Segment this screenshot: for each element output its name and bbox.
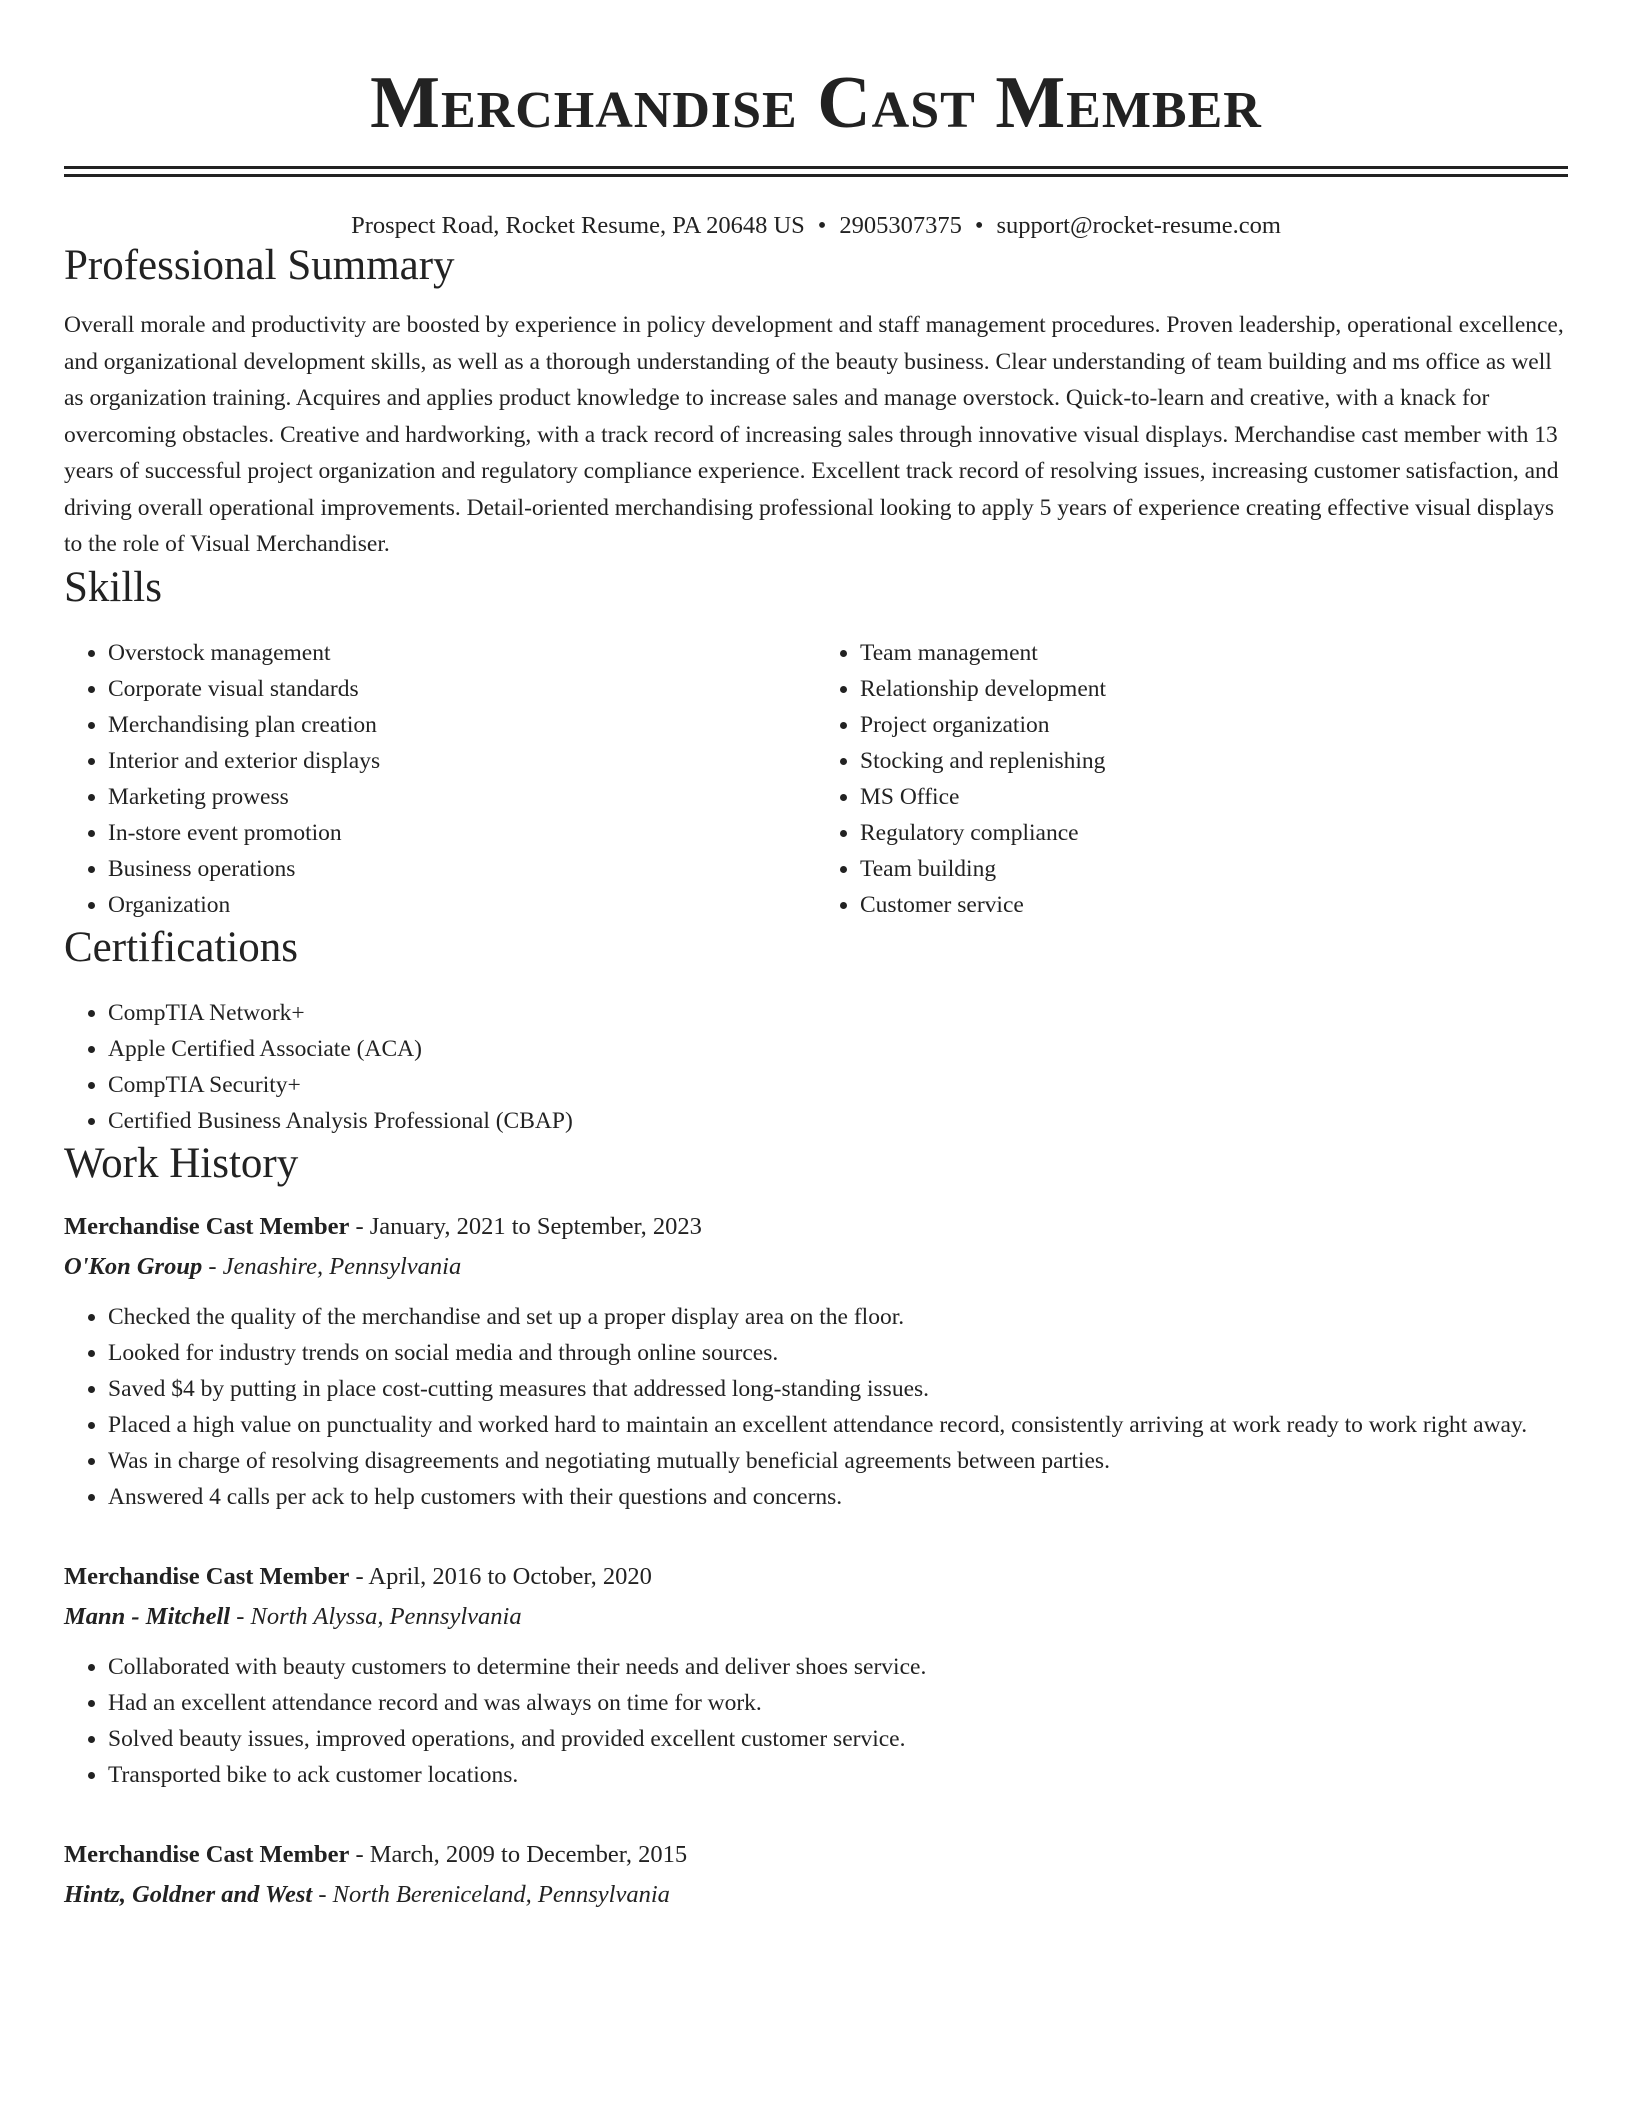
contact-address: Prospect Road, Rocket Resume, PA 20648 US — [351, 212, 805, 239]
job-location: - North Bereniceland, Pennsylvania — [318, 1880, 670, 1908]
job-title-line — [64, 1557, 1568, 1597]
skill-item: • Relationship development — [860, 671, 1568, 707]
certification-item: • Apple Certified Associate (ACA) — [108, 1031, 1568, 1067]
skill-item: • Business operations — [108, 851, 816, 887]
skill-item: • Team management — [860, 635, 1568, 671]
job-duty: • Looked for industry trends on social media and through online sources. — [108, 1335, 1568, 1371]
skill-item: • Team building — [860, 851, 1568, 887]
job-duty: • Checked the quality of the merchandise and set up a proper display area on the floor. — [108, 1299, 1568, 1335]
skills-list-left — [64, 635, 816, 923]
job-duty: • Collaborated with beauty customers to determine their needs and deliver shoes service. — [108, 1649, 1568, 1685]
certification-item: • Certified Business Analysis Professional (CBAP) — [108, 1103, 1568, 1139]
job-duties — [64, 1649, 1568, 1793]
job-company: Mann - Mitchell — [64, 1602, 231, 1630]
skills-columns — [64, 635, 1568, 923]
work-history-heading: Work History — [64, 1139, 299, 1187]
job-duty: • Answered 4 calls per ack to help customers with their questions and concerns. — [108, 1479, 1568, 1515]
job-duty: • Placed a high value on punctuality and worked hard to maintain an excellent attendance record, consistently arriving at work ready to work right away. — [108, 1407, 1568, 1443]
certification-item: • CompTIA Security+ — [108, 1067, 1568, 1103]
skill-item: • Corporate visual standards — [108, 671, 816, 707]
contact-phone: 2905307375 — [839, 212, 962, 239]
job-duty: • Had an excellent attendance record and was always on time for work. — [108, 1685, 1568, 1721]
skill-item: • Interior and exterior displays — [108, 743, 816, 779]
job-title: Merchandise Cast Member — [64, 1840, 350, 1868]
skills-heading: Skills — [64, 563, 162, 611]
skill-item: • Overstock management — [108, 635, 816, 671]
skill-item: • Customer service — [860, 887, 1568, 923]
skill-item: • In-store event promotion — [108, 815, 816, 851]
job-dates: - March, 2009 to December, 2015 — [355, 1840, 688, 1868]
job-duties — [64, 1299, 1568, 1515]
job-location: - Jenashire, Pennsylvania — [208, 1252, 462, 1280]
skills-list-right — [816, 635, 1568, 923]
skill-item: • Regulatory compliance — [860, 815, 1568, 851]
summary-text: Overall morale and productivity are boosted by experience in policy development and staff management procedures. Proven leadership, operational excellence, and organizational development skills, as well as a thorough understanding of the beauty business. Clear understanding of team building and ms office as well as organization training. Acquires and applies product knowledge to increase sales and manage overstock. Quick-to-learn and creative, with a knack for overcoming obstacles. Creative and hardworking, with a track record of increasing sales through innovative visual displays. Merchandise cast member with 13 years of successful project organization and regulatory compliance experience. Excellent track record of resolving issues, increasing customer satisfaction, and driving overall operational improvements. Detail-oriented merchandising professional looking to apply 5 years of experience creating effective visual displays to the role of Visual Merchandiser. — [64, 312, 1564, 557]
skill-item: • Marketing prowess — [108, 779, 816, 815]
contact-separator: • — [817, 212, 827, 239]
job-company-line — [64, 1875, 1568, 1915]
skill-item: • Organization — [108, 887, 816, 923]
job-company-line — [64, 1247, 1568, 1287]
contact-line — [64, 211, 1568, 241]
certification-item: • CompTIA Network+ — [108, 995, 1568, 1031]
job-duty: • Solved beauty issues, improved operations, and provided excellent customer service. — [108, 1721, 1568, 1757]
job-title-line — [64, 1835, 1568, 1875]
skill-item: • MS Office — [860, 779, 1568, 815]
skill-item: • Merchandising plan creation — [108, 707, 816, 743]
job-dates: - January, 2021 to September, 2023 — [355, 1212, 702, 1240]
job-duty: • Was in charge of resolving disagreements and negotiating mutually beneficial agreements between parties. — [108, 1443, 1568, 1479]
certifications-list — [64, 995, 1568, 1139]
job-entry — [64, 1835, 1568, 1915]
contact-email[interactable]: support@rocket-resume.com — [996, 212, 1281, 239]
job-title: Merchandise Cast Member — [64, 1562, 350, 1590]
job-entry — [64, 1557, 1568, 1793]
job-entry — [64, 1207, 1568, 1515]
job-company: O'Kon Group — [64, 1252, 203, 1280]
job-title: Merchandise Cast Member — [64, 1212, 350, 1240]
certifications-heading: Certifications — [64, 923, 299, 971]
job-duty: • Transported bike to ack customer locations. — [108, 1757, 1568, 1793]
job-dates: - April, 2016 to October, 2020 — [355, 1562, 652, 1590]
job-company: Hintz, Goldner and West — [64, 1880, 313, 1908]
skill-item: • Stocking and replenishing — [860, 743, 1568, 779]
skill-item: • Project organization — [860, 707, 1568, 743]
summary-heading: Professional Summary — [64, 242, 455, 289]
double-divider — [64, 166, 1568, 177]
job-title-line — [64, 1207, 1568, 1247]
job-location: - North Alyssa, Pennsylvania — [236, 1602, 522, 1630]
job-duty: • Saved $4 by putting in place cost-cutting measures that addressed long-standing issues. — [108, 1371, 1568, 1407]
contact-separator: • — [974, 212, 984, 239]
resume-name: Merchandise Cast Member — [370, 62, 1262, 144]
job-company-line — [64, 1597, 1568, 1637]
